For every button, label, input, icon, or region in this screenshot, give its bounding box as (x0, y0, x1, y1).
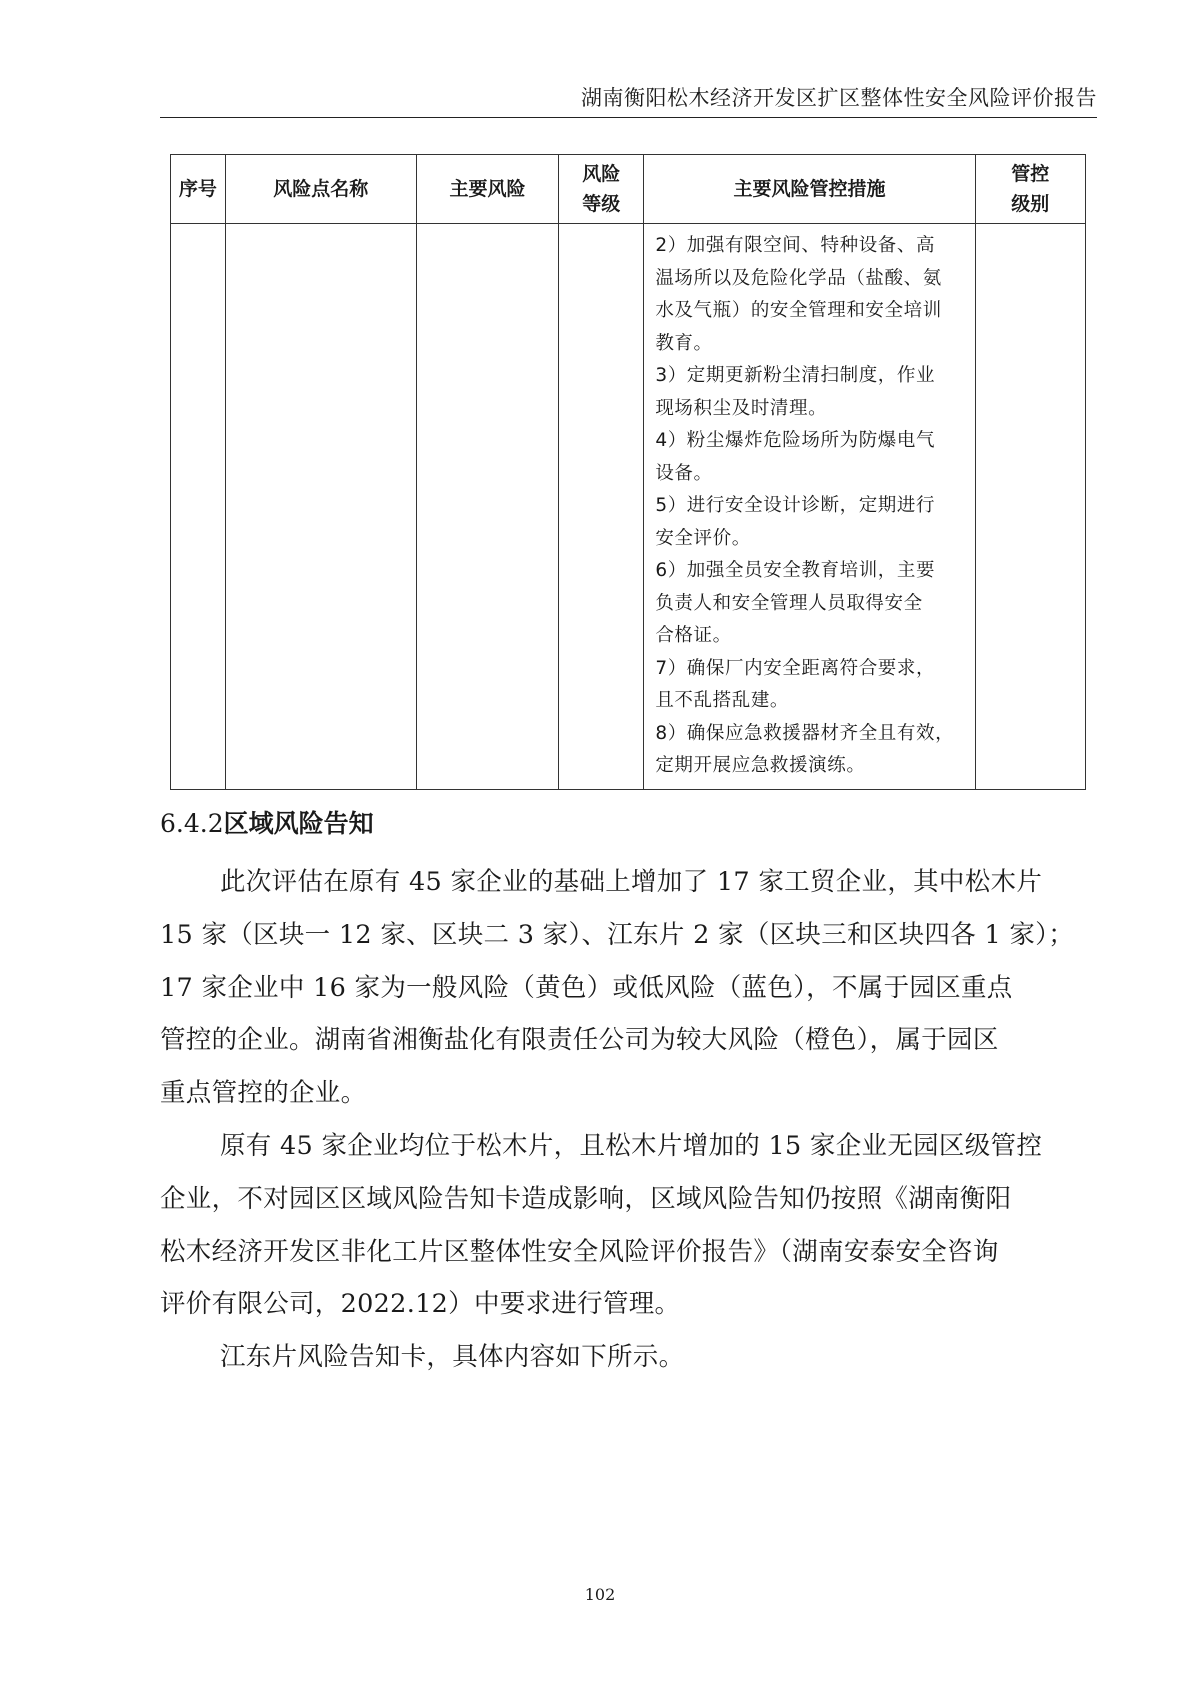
measure-line: 负责人和安全管理人员取得安全 (655, 592, 923, 614)
paragraph (160, 1120, 1097, 1331)
risk-control-table (170, 154, 1086, 790)
col-header-control-level-line-2: 级别 (1011, 193, 1050, 215)
col-header-control-level-line-1: 管控 (1011, 163, 1050, 185)
measure-line: 7）确保厂内安全距离符合要求， (655, 657, 936, 679)
col-header-index-line: 序号 (178, 178, 217, 200)
measure-line: 4）粉尘爆炸危险场所为防爆电气 (655, 430, 936, 451)
text-line: 企业，不对园区区域风险告知卡造成影响，区域风险告知仍按照《湖南衡阳 (160, 1183, 1012, 1214)
measure-line: 5）进行安全设计诊断，定期进行 (655, 495, 936, 516)
col-header-control-measures (644, 155, 975, 224)
body-text (160, 856, 1097, 1384)
cell-index (171, 224, 226, 790)
col-header-risk-point-name-line: 风险点名称 (273, 178, 369, 200)
paragraph (160, 1331, 1097, 1384)
text-line: 管控的企业。湖南省湘衡盐化有限责任公司为较大风险（橙色），属于园区 (160, 1025, 999, 1056)
section-heading (160, 804, 374, 840)
col-header-main-risk-line: 主要风险 (449, 178, 526, 200)
col-header-control-measures-line: 主要风险管控措施 (733, 178, 886, 200)
cell-control-level (975, 224, 1085, 790)
cell-risk-level (559, 224, 644, 790)
col-header-risk-point-name (225, 155, 416, 224)
section-title: 区域风险告知 (223, 809, 374, 838)
measure-line: 设备。 (655, 462, 713, 484)
measure-line: 6）加强全员安全教育培训，主要 (655, 560, 936, 581)
col-header-risk-level-line-1: 风险 (582, 163, 621, 185)
measure-line: 温场所以及危险化学品（盐酸、氨 (655, 267, 942, 289)
text-line: 此次评估在原有 45 家企业的基础上增加了 17 家工贸企业，其中松木片 (220, 867, 1043, 897)
col-header-main-risk (416, 155, 558, 224)
measure-line: 安全评价。 (655, 527, 751, 549)
text-line: 重点管控的企业。 (160, 1078, 367, 1109)
measure-line: 水及气瓶）的安全管理和安全培训 (655, 300, 942, 321)
text-line: 评价有限公司，2022.12）中要求进行管理。 (160, 1289, 681, 1320)
cell-risk-point-name (225, 224, 416, 790)
text-line: 原有 45 家企业均位于松木片，且松木片增加的 15 家企业无园区级管控 (220, 1130, 1043, 1161)
table-header-row (171, 155, 1086, 224)
measure-line: 8）确保应急救援器材齐全且有效， (655, 722, 955, 744)
header-rule (160, 117, 1097, 118)
cell-control-measures (644, 224, 975, 790)
col-header-index (171, 155, 226, 224)
table-row (171, 224, 1086, 790)
measure-line: 且不乱搭乱建。 (655, 690, 790, 711)
measure-line: 3）定期更新粉尘清扫制度，作业 (655, 365, 936, 386)
text-line: 江东片风险告知卡，具体内容如下所示。 (220, 1342, 685, 1373)
measure-line: 教育。 (655, 332, 713, 354)
measure-line: 合格证。 (655, 625, 732, 646)
text-line: 17 家企业中 16 家为一般风险（黄色）或低风险（蓝色），不属于园区重点 (160, 972, 1013, 1003)
measure-line: 现场积尘及时清理。 (655, 397, 828, 419)
cell-main-risk (416, 224, 558, 790)
col-header-control-level (975, 155, 1085, 224)
text-line: 15 家（区块一 12 家、区块二 3 家）、江东片 2 家（区块三和区块四各 1 家）； (160, 919, 1075, 950)
paragraph (160, 856, 1097, 1120)
col-header-risk-level-line-2: 等级 (582, 193, 621, 215)
text-line: 松木经济开发区非化工片区整体性安全风险评价报告》（湖南安泰安全咨询 (160, 1236, 999, 1267)
running-header: 湖南衡阳松木经济开发区扩区整体性安全风险评价报告 (581, 86, 1097, 110)
section-number: 6.4.2 (160, 809, 224, 838)
measure-line: 定期开展应急救援演练。 (655, 755, 866, 776)
measure-line: 2）加强有限空间、特种设备、高 (655, 235, 936, 256)
page-number: 102 (584, 1585, 616, 1604)
col-header-risk-level (559, 155, 644, 224)
